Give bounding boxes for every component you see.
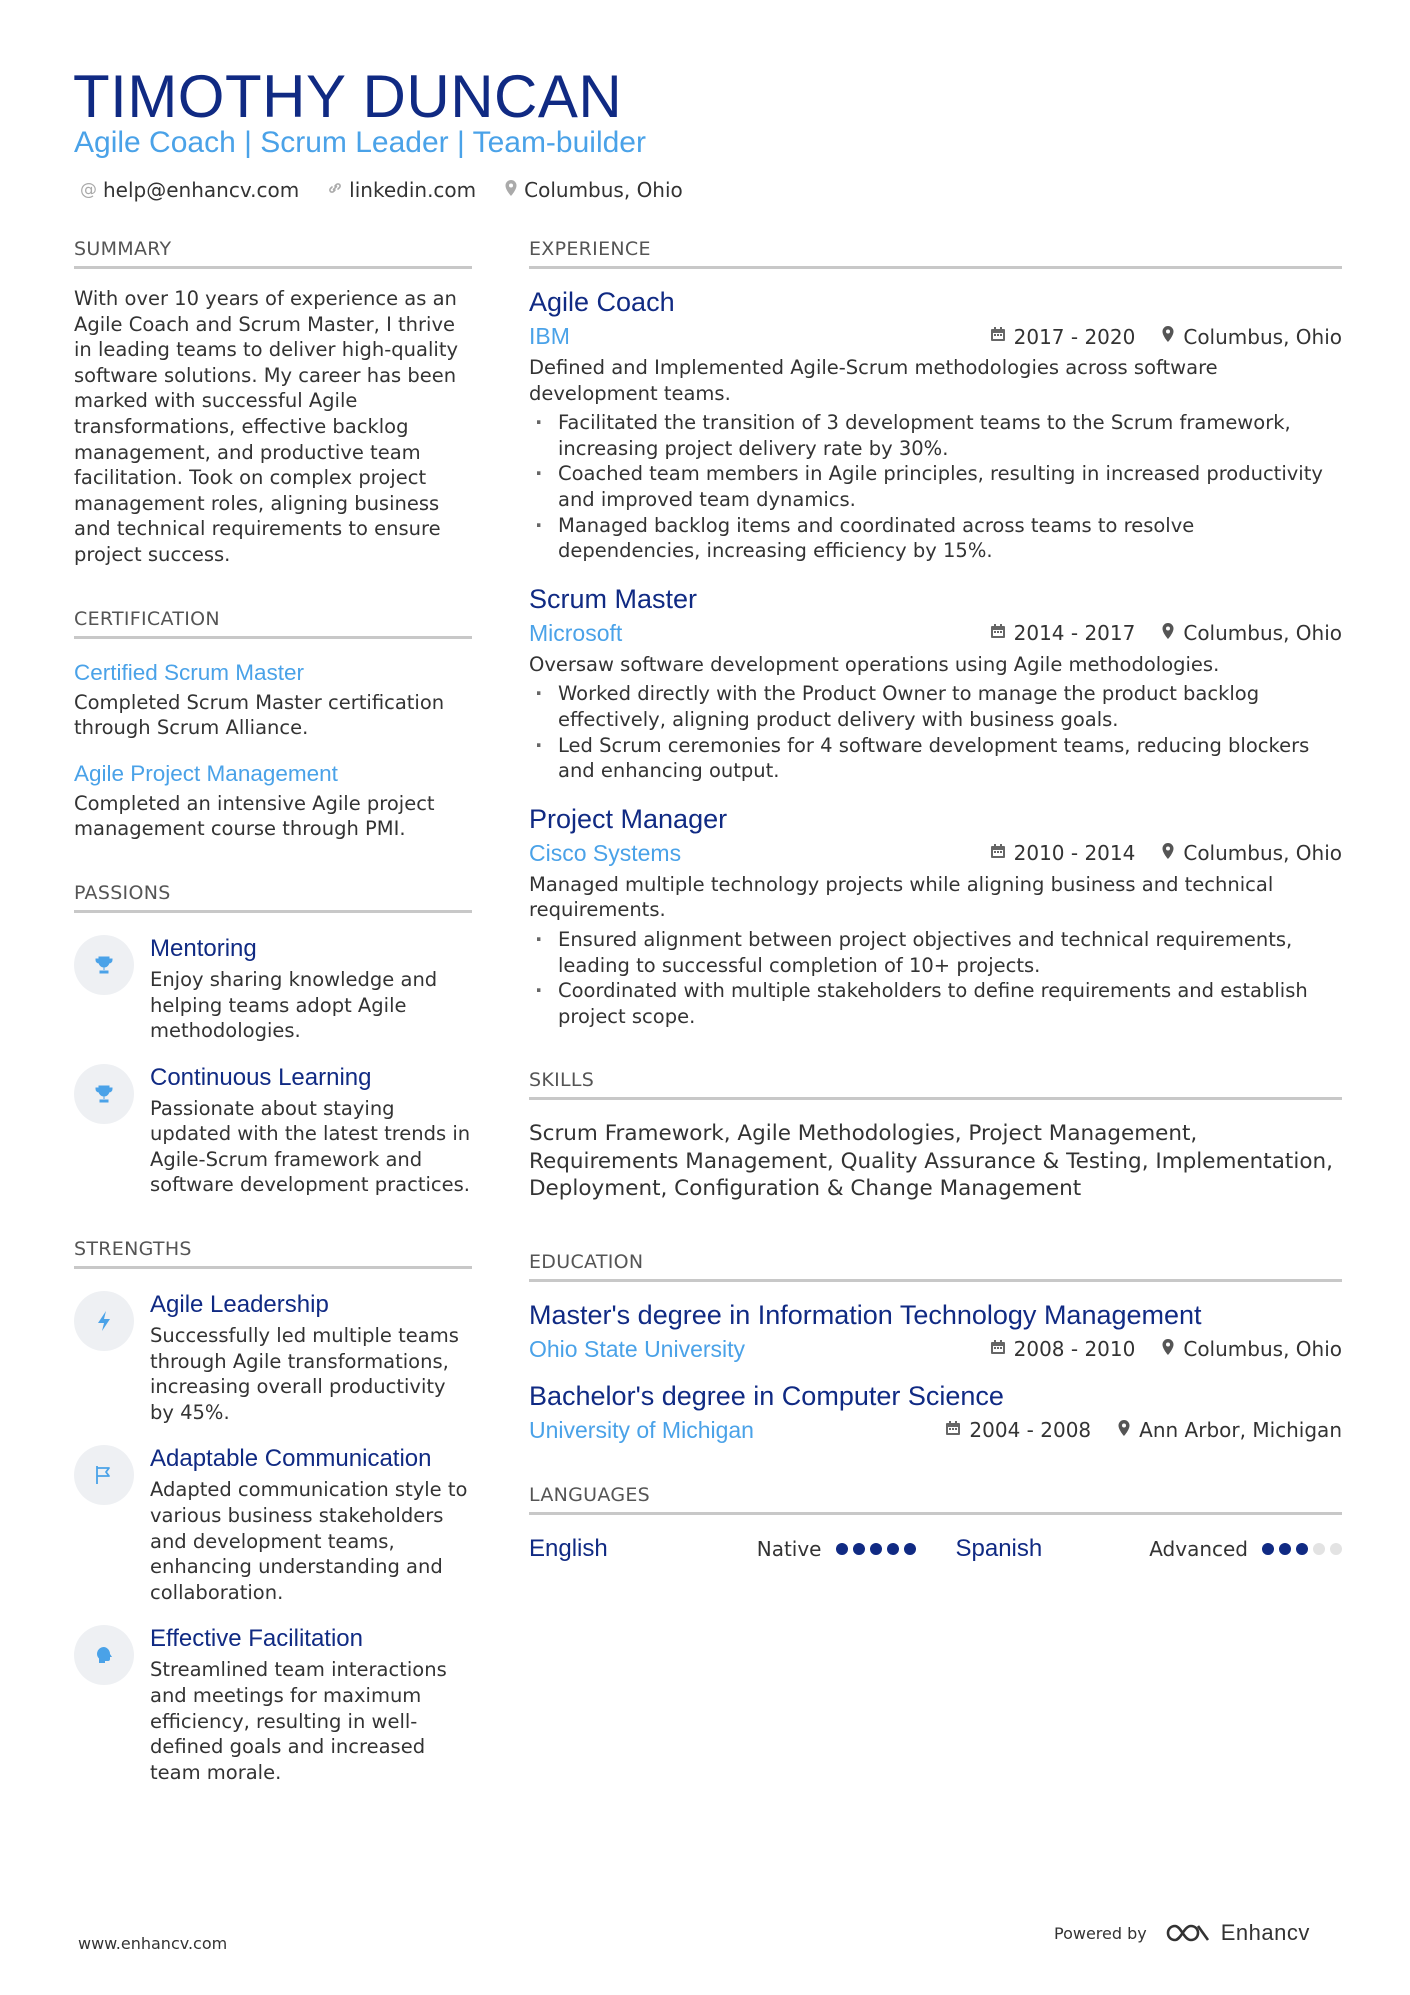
job-title: Agile Coach [529, 287, 675, 317]
strength-title: Effective Facilitation [150, 1625, 363, 1653]
strength-desc: Successfully led multiple teams through Agile transformations, increasing overall productivity by 45%. [150, 1324, 459, 1424]
cert-item [74, 761, 472, 842]
section-heading: EDUCATION [529, 1251, 1342, 1282]
summary-section [74, 238, 472, 568]
footer-branding [1054, 1920, 1310, 1946]
education-dates: 2004 - 2008 [969, 1418, 1092, 1443]
strength-desc: Streamlined team interactions and meetings for maximum efficiency, resulting in well-defined goals and increased team morale. [150, 1658, 447, 1784]
language-level: Native [756, 1536, 822, 1561]
right-column [529, 238, 1342, 1563]
strength-item [74, 1445, 472, 1605]
education-section [529, 1251, 1342, 1444]
rating-dot-filled [870, 1543, 882, 1555]
calendar-icon [945, 1420, 961, 1441]
passions-section [74, 882, 472, 1198]
rating-dot-filled [853, 1543, 865, 1555]
section-heading: SKILLS [529, 1069, 1342, 1100]
calendar-icon [990, 843, 1006, 864]
degree-title: Master's degree in Information Technology Management [529, 1299, 1202, 1330]
list-item: · Coordinated with multiple stakeholders to define requirements and establish project scope. [529, 978, 1342, 1029]
list-item: · Ensured alignment between project objectives and technical requirements, leading to successful completion of 10+ projects. [529, 927, 1342, 978]
flag-icon [74, 1445, 134, 1505]
strength-item [74, 1625, 472, 1785]
job-title: Scrum Master [529, 583, 698, 614]
brand-name: Enhancv [1220, 1920, 1310, 1945]
language-rating [836, 1543, 916, 1555]
section-heading: EXPERIENCE [529, 238, 1342, 269]
rating-dot-empty [1313, 1543, 1325, 1555]
location-pin-icon [1161, 325, 1175, 348]
language-level: Advanced [1149, 1536, 1248, 1561]
job-summary: Oversaw software development operations using Agile methodologies. [529, 652, 1220, 676]
cert-desc: Completed an intensive Agile project management course through PMI. [74, 791, 435, 841]
rating-dot-filled [887, 1543, 899, 1555]
list-item: · Led Scrum ceremonies for 4 software development teams, reducing blockers and enhancing output. [529, 733, 1342, 784]
location-pin-icon [504, 179, 518, 202]
trophy-icon [74, 1064, 134, 1124]
rating-dot-filled [1262, 1543, 1274, 1555]
job-entry [529, 584, 1342, 784]
passion-item [74, 1064, 472, 1198]
candidate-title: Agile Coach | Scrum Leader | Team-builder [74, 126, 646, 159]
location-pin-icon [1161, 1338, 1175, 1361]
rating-dot-filled [1279, 1543, 1291, 1555]
passion-title: Continuous Learning [150, 1063, 372, 1091]
cert-title: Certified Scrum Master [74, 659, 305, 685]
calendar-icon [990, 1339, 1006, 1360]
rating-dot-filled [836, 1543, 848, 1555]
job-location: Columbus, Ohio [1183, 621, 1342, 646]
job-bullets [529, 681, 1342, 783]
contact-email[interactable]: @ help@enhancv.com [80, 178, 300, 202]
languages-section [529, 1484, 1342, 1563]
skills-section [529, 1069, 1342, 1203]
section-heading: LANGUAGES [529, 1484, 1342, 1515]
calendar-icon [990, 623, 1006, 644]
job-summary: Managed multiple technology projects while aligning business and technical requirements. [529, 872, 1274, 922]
contact-bar [80, 178, 683, 202]
link-icon [327, 180, 343, 201]
job-title: Project Manager [529, 803, 728, 834]
trophy-icon [74, 935, 134, 995]
location-pin-icon [1161, 842, 1175, 865]
job-bullets [529, 410, 1342, 564]
job-entry [529, 804, 1342, 1030]
passion-desc: Passionate about staying updated with the latest trends in Agile-Scrum framework and software development practices. [150, 1096, 471, 1197]
enhancv-logo-icon [1165, 1921, 1211, 1945]
passion-desc: Enjoy sharing knowledge and helping teams adopt Agile methodologies. [150, 967, 438, 1043]
language-rating [1262, 1543, 1342, 1555]
education-entry [529, 1300, 1342, 1363]
job-company: Microsoft [529, 619, 623, 646]
experience-section [529, 238, 1342, 1029]
brain-icon [74, 1625, 134, 1685]
job-bullets [529, 927, 1342, 1029]
education-entry [529, 1381, 1342, 1444]
job-summary: Defined and Implemented Agile-Scrum methodologies across software development teams. [529, 356, 1218, 405]
language-name: Spanish [955, 1534, 1043, 1562]
language-item [956, 1535, 1343, 1563]
degree-title: Bachelor's degree in Computer Science [529, 1380, 1004, 1411]
education-dates: 2008 - 2010 [1013, 1337, 1136, 1362]
job-location: Columbus, Ohio [1183, 841, 1342, 866]
footer-website[interactable]: www.enhancv.com [78, 1934, 228, 1953]
education-location: Ann Arbor, Michigan [1139, 1418, 1342, 1443]
list-item: · Worked directly with the Product Owner to manage the product backlog effectively, aligning product delivery with business goals. [529, 681, 1342, 732]
list-item: · Coached team members in Agile principles, resulting in increased productivity and improved team dynamics. [529, 461, 1342, 512]
section-heading: CERTIFICATION [74, 608, 472, 639]
cert-item [74, 660, 472, 741]
education-location: Columbus, Ohio [1183, 1337, 1342, 1362]
section-heading: STRENGTHS [74, 1238, 472, 1269]
strength-title: Agile Leadership [150, 1291, 329, 1319]
section-heading: PASSIONS [74, 882, 472, 913]
calendar-icon [990, 326, 1006, 347]
passion-title: Mentoring [150, 934, 257, 962]
list-item: · Facilitated the transition of 3 development teams to the Scrum framework, increasing project delivery rate by 30%. [529, 410, 1342, 461]
job-dates: 2010 - 2014 [1013, 841, 1136, 866]
school-name: University of Michigan [529, 1416, 754, 1443]
language-name: English [529, 1534, 608, 1562]
contact-linkedin[interactable]: linkedin.com [327, 178, 476, 202]
strength-item [74, 1291, 472, 1425]
candidate-name: TIMOTHY DUNCAN [73, 63, 623, 130]
location-pin-icon [1161, 622, 1175, 645]
job-entry [529, 287, 1342, 564]
job-company: Cisco Systems [529, 839, 682, 866]
list-item: · Managed backlog items and coordinated across teams to resolve dependencies, increasing efficiency by 15%. [529, 513, 1342, 564]
job-dates: 2014 - 2017 [1013, 621, 1136, 646]
strength-title: Adaptable Communication [150, 1445, 432, 1473]
powered-by-label: Powered by [1054, 1923, 1147, 1943]
rating-dot-filled [904, 1543, 916, 1555]
at-icon: @ [80, 180, 97, 200]
enhancv-logo[interactable] [1165, 1920, 1310, 1946]
job-dates: 2017 - 2020 [1013, 324, 1136, 349]
strengths-section [74, 1238, 472, 1785]
cert-title: Agile Project Management [74, 760, 338, 786]
certification-section [74, 608, 472, 842]
language-item [529, 1535, 916, 1563]
rating-dot-filled [1296, 1543, 1308, 1555]
school-name: Ohio State University [529, 1335, 746, 1362]
location-pin-icon [1117, 1419, 1131, 1442]
strength-desc: Adapted communication style to various business stakeholders and development teams, enhancing understanding and collaboration. [150, 1478, 468, 1604]
rating-dot-empty [1330, 1543, 1342, 1555]
skills-text: Scrum Framework, Agile Methodologies, Project Management, Requirements Management, Quality Assurance & Testing, Implementation, Deployment, Configuration & Change Management [529, 1121, 1333, 1202]
job-location: Columbus, Ohio [1183, 324, 1342, 349]
job-company: IBM [529, 323, 570, 349]
summary-text: With over 10 years of experience as an Agile Coach and Scrum Master, I thrive in leading teams to deliver high-quality software solutions. My career has been marked with successful Agile transformations, effective backlog management, and productive team facilitation. Took on complex project management roles, aligning business and technical requirements to ensure project success. [74, 287, 459, 566]
lightning-icon [74, 1291, 134, 1351]
section-heading: SUMMARY [74, 238, 472, 269]
cert-desc: Completed Scrum Master certification through Scrum Alliance. [74, 690, 445, 740]
contact-location: Columbus, Ohio [504, 178, 683, 202]
left-column [74, 238, 472, 1785]
passion-item [74, 935, 472, 1044]
